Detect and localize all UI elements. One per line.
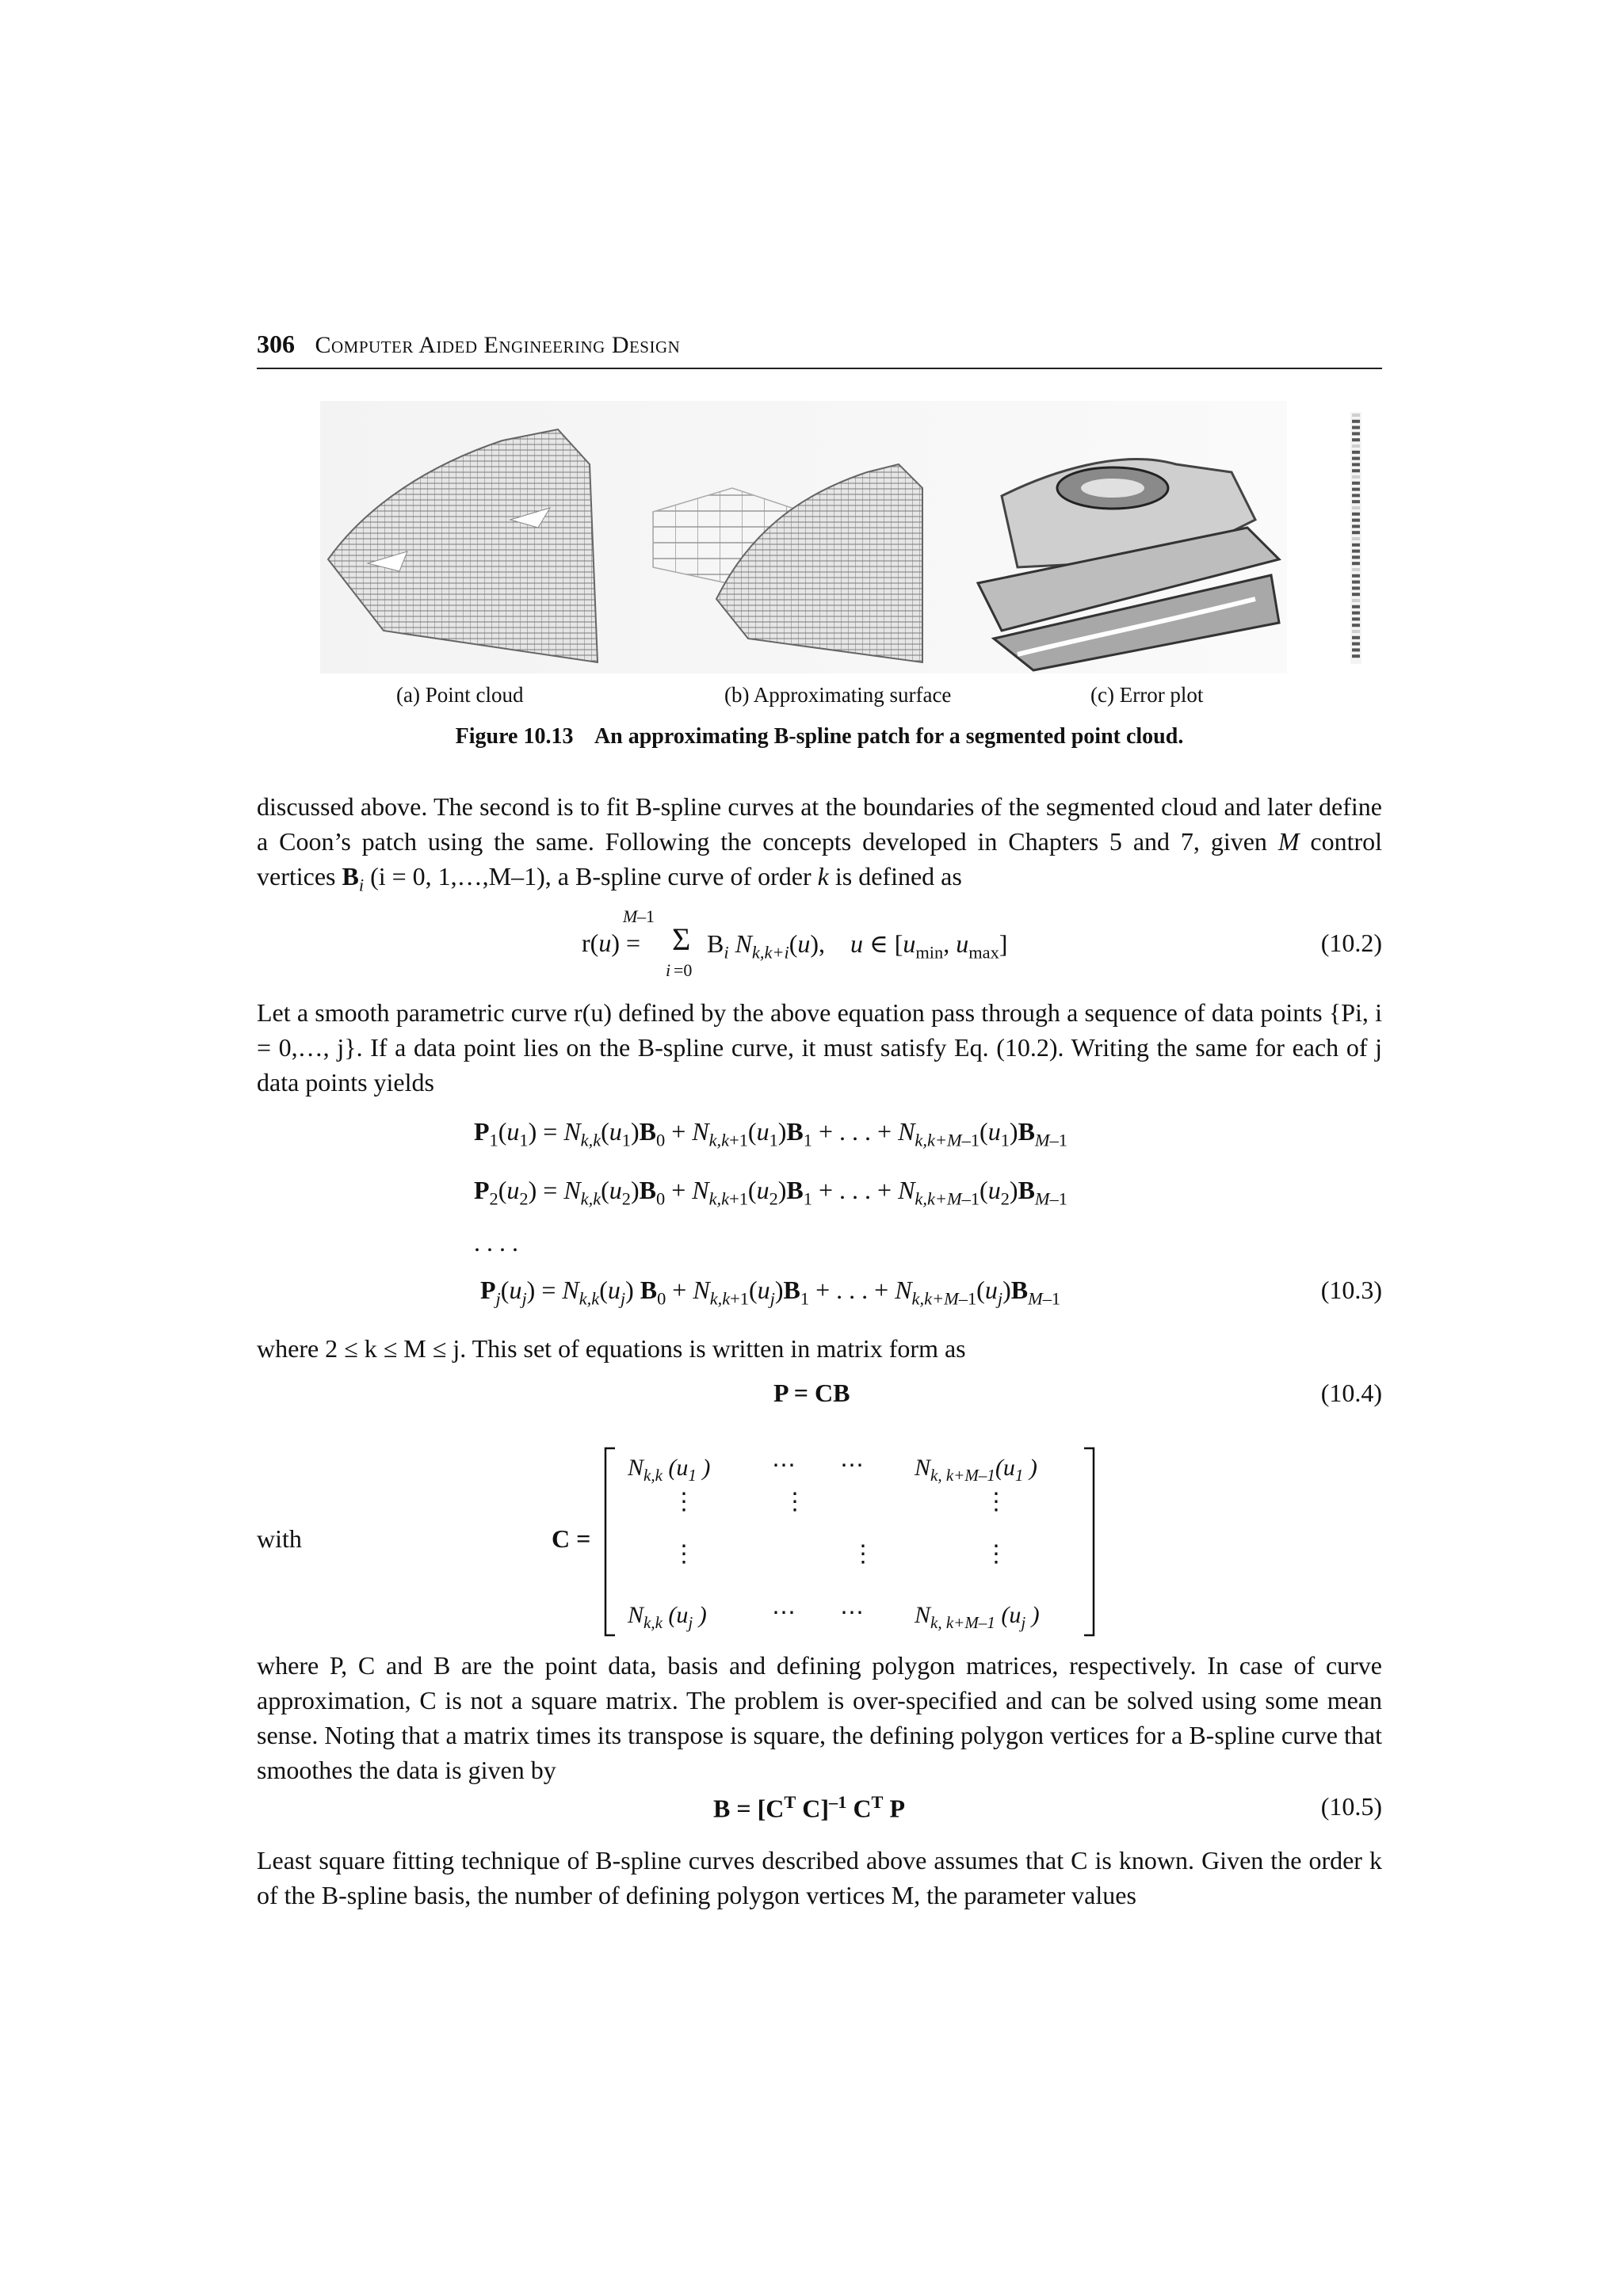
colorbar-tick bbox=[1352, 494, 1360, 497]
figure-10-13 bbox=[320, 401, 1382, 673]
colorbar-tick bbox=[1352, 451, 1360, 454]
colorbar-tick bbox=[1352, 500, 1360, 503]
colorbar-tick bbox=[1352, 444, 1360, 448]
colorbar-tick bbox=[1352, 648, 1360, 651]
colorbar-tick bbox=[1352, 475, 1360, 479]
equation-number-10-4: (10.4) bbox=[1320, 1379, 1382, 1407]
matrix-right-bracket bbox=[1081, 1447, 1097, 1637]
colorbar-tick bbox=[1352, 469, 1360, 472]
equation-10-3: $P_j(u_j) = N_{k,k}(u_j) B_0 + N_{k,k+1}(u_j)B_1$ + . . . + $N_{k,k+M-1}(u_j)B_{M-1}$ (10.3) bbox=[480, 1276, 1382, 1309]
colorbar-tick bbox=[1352, 550, 1360, 553]
colorbar-tick bbox=[1352, 612, 1360, 615]
with-label: with bbox=[257, 1524, 302, 1553]
figure-caption bbox=[257, 724, 1382, 749]
equation-row-ellipsis bbox=[257, 1228, 1382, 1268]
page bbox=[257, 0, 1382, 2296]
colorbar-tick bbox=[1352, 420, 1360, 423]
colorbar-tick bbox=[1352, 581, 1360, 584]
colorbar-tick bbox=[1352, 568, 1360, 571]
paragraph-1-word: control vertices bbox=[257, 827, 1383, 891]
paragraph-1-word: (i = 0, 1,…,M–1), a B-spline curve of order bbox=[370, 862, 812, 891]
colorbar-tick bbox=[1352, 414, 1360, 417]
colorbar-tick bbox=[1352, 624, 1360, 627]
equation-10-4-body: P = CB bbox=[773, 1379, 850, 1407]
paragraph-1-word: given bbox=[1210, 827, 1267, 856]
colorbar-tick bbox=[1352, 636, 1360, 639]
colorbar-tick bbox=[1352, 617, 1360, 620]
equation-number-10-3: (10.3) bbox=[1320, 1276, 1382, 1304]
equation-10-4 bbox=[257, 1379, 1382, 1418]
colorbar-tick bbox=[1352, 488, 1360, 491]
figure-image bbox=[320, 401, 1382, 673]
colorbar-tick bbox=[1352, 432, 1360, 435]
figure-caption-text: An approximating B-spline patch for a segmented point cloud. bbox=[594, 724, 1184, 749]
colorbar-tick bbox=[1352, 586, 1360, 589]
colorbar-tick bbox=[1352, 506, 1360, 509]
colorbar-tick bbox=[1352, 463, 1360, 466]
colorbar-tick bbox=[1352, 643, 1360, 646]
paragraph-1-word: is defined as bbox=[834, 862, 962, 891]
equation-number-10-5: (10.5) bbox=[1320, 1792, 1382, 1821]
colorbar-tick bbox=[1352, 524, 1360, 528]
colorbar-tick bbox=[1352, 593, 1360, 596]
colorbar-tick bbox=[1352, 630, 1360, 633]
page-number: 306 bbox=[257, 330, 295, 358]
colorbar-tick bbox=[1352, 574, 1360, 578]
subcaption-c: (c) Error plot bbox=[1090, 683, 1204, 707]
matrix-c: with C = $N_{k,k}$ ($u_1$ ) ⋯ ⋯ $N_{k, k+M-1}(u_1$ ) ⋮ ⋮ ⋮ ⋮ ⋮ ⋮ $N_{k,k}$ ($u_j$ ) ⋯ ⋯ $N_{k, k+M-1}$ ($u_j$ ) bbox=[257, 1447, 1382, 1637]
equation-number-10-2: (10.2) bbox=[1320, 929, 1382, 957]
colorbar-tick bbox=[1352, 513, 1360, 516]
colorbar-tick bbox=[1352, 438, 1360, 441]
paragraph-5: Least square fitting technique of B-spline curves described above assumes that C is known. Given the order k of the B-spline basis, the number of defining polygon vertices M, the parameter values bbox=[257, 1846, 1382, 1909]
paragraph-1: discussed above. The second is to fit B-spline curves at the boundaries of the segmented cloud and later define a Coon’s patch using the same. Following the concepts developed in Chapters 5 and 7, given M control vertices $B_i$ (i = 0, 1,…,M–1), a B-spline curve of order k is defined as bbox=[257, 792, 1383, 895]
equation-10-5: $B = [C^T$ C]$^{-1}$ $C^T$ P (10.5) bbox=[713, 1792, 1382, 1823]
colorbar-tick bbox=[1352, 599, 1360, 602]
subcaption-b: (b) Approximating surface bbox=[724, 683, 952, 707]
colorbar-tick bbox=[1352, 543, 1360, 547]
colorbar-tick bbox=[1352, 531, 1360, 534]
paragraph-1-text: discussed above. The second is to fit B-spline curves at the boundaries of the segmented cloud and later define a Coon’s patch using the same. Following the concepts developed in Chapters 5 and 7, bbox=[257, 792, 1382, 856]
equation-10-2: M –1 r(u) = Σ i =0 $B_i$ $N_{k,k+i}(u)$, u ∈ [$u_{min}$, $u_{max}$] (10.2) bbox=[582, 906, 1382, 980]
paragraph-4: where P, C and B are the point data, basis and defining polygon matrices, respectively. In case of curve approximation, C is not a square matrix. The problem is over-specified and can be solved using some mean sense. Noting that a matrix times its transpose is square, the defining polygon vertices for a B-spline curve that smoothes the data is given by bbox=[257, 1651, 1382, 1784]
colorbar-tick bbox=[1352, 537, 1360, 540]
book-title: Computer Aided Engineering Design bbox=[315, 332, 681, 358]
colorbar-tick bbox=[1352, 654, 1360, 658]
running-head bbox=[257, 330, 1382, 369]
matrix-left-bracket bbox=[602, 1447, 618, 1637]
colorbar-tick bbox=[1352, 562, 1360, 565]
colorbar-tick bbox=[1352, 482, 1360, 485]
subcaption-a: (a) Point cloud bbox=[396, 683, 524, 707]
colorbar-tick bbox=[1352, 519, 1360, 522]
colorbar-tick bbox=[1352, 426, 1360, 429]
figure-caption-label: Figure 10.13 bbox=[455, 724, 574, 749]
colorbar-tick bbox=[1352, 605, 1360, 608]
paragraph-3: where 2 ≤ k ≤ M ≤ j. This set of equations is written in matrix form as bbox=[257, 1334, 966, 1363]
error-colorbar bbox=[1350, 412, 1361, 664]
ellipsis-row: . . . . bbox=[474, 1228, 518, 1257]
equation-row-1: $P_1(u_1) = N_{k,k}(u_1)B_0 + N_{k,k+1}(u_1)B_1$ + . . . + $N_{k,k+M-1}(u_1)B_{M-1}$ bbox=[474, 1117, 1067, 1150]
paragraph-2: Let a smooth parametric curve r(u) defined by the above equation pass through a sequence of data points {Pi, i = 0,…, j}. If a data point lies on the B-spline curve, it must satisfy Eq. (10.2). Writing the same for each of j data points yields bbox=[257, 998, 1382, 1097]
matrix-c-label: C = bbox=[552, 1524, 591, 1553]
colorbar-tick bbox=[1352, 457, 1360, 460]
colorbar-tick bbox=[1352, 555, 1360, 559]
equation-row-2: $P_2(u_2) = N_{k,k}(u_2)B_0 + N_{k,k+1}(u_2)B_1$ + . . . + $N_{k,k+M-1}(u_2)B_{M-1}$ bbox=[474, 1176, 1067, 1209]
